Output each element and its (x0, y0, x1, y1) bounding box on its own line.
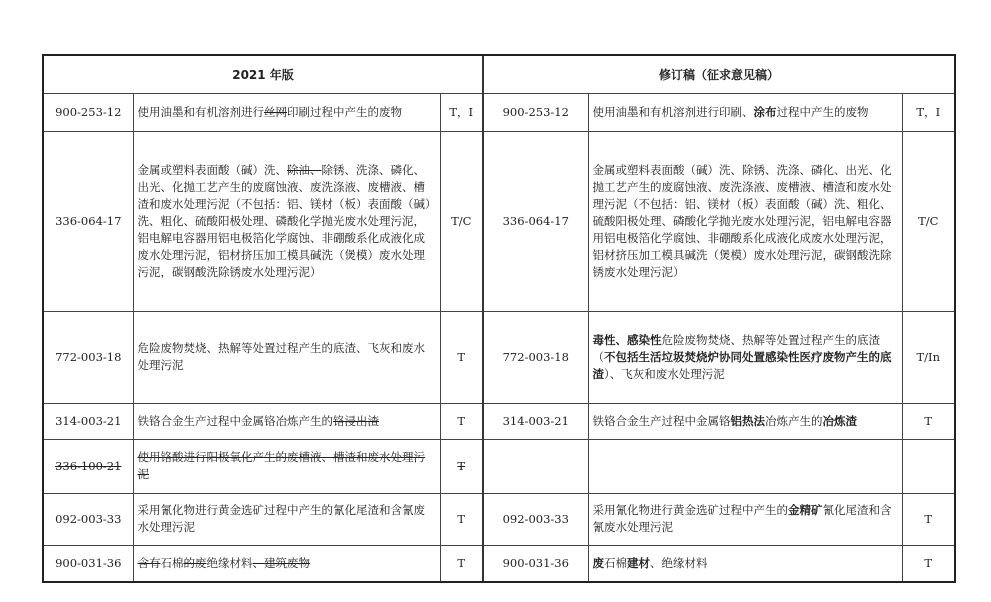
old-code-cell-text: 092-003-33 (55, 512, 122, 526)
desc-segment: 不包括生活垃圾焚烧炉协同处置感染性医疗废物产生的底渣 (592, 349, 892, 381)
old-code-cell-text: 900-253-12 (55, 105, 122, 119)
old-code-cell (43, 93, 133, 131)
old-category-cell-text: T (457, 556, 466, 571)
desc-segment: 石棉 (160, 555, 184, 570)
new-category-cell-text: T，I (916, 105, 941, 119)
desc-segment: 危险废物焚烧、热解等处置过程产生的底渣、飞灰和废水处理污泥 (137, 341, 425, 372)
old-category-cell-text: T，I (449, 105, 474, 119)
desc-segment: 危险废物焚烧、热解等处置过程产生的底渣（ (592, 332, 881, 364)
old-category-cell-text: T (457, 350, 466, 364)
new-code-cell-text: 900-253-12 (502, 105, 569, 119)
new-desc-cell (588, 545, 902, 582)
desc-segment: 铝热法 (730, 413, 766, 428)
old-desc-cell (133, 403, 440, 439)
desc-segment: 冶炼渣 (822, 413, 858, 428)
desc-segment: 采用氰化物进行黄金选矿过程中产生的 (592, 503, 789, 517)
old-desc-cell (133, 545, 440, 582)
old-desc-cell (133, 311, 440, 403)
new-code-cell (483, 93, 588, 131)
desc-segment: 丝网 (264, 104, 287, 119)
old-code-cell-text: 772-003-18 (55, 350, 122, 364)
desc-segment: 使用油墨和有机溶剂进行印刷、 (592, 104, 754, 119)
old-category-cell (440, 493, 483, 545)
desc-segment: 金属或塑料表面酸（碱）洗、除锈、洗涤、磷化、出光、化抛工艺产生的废腐蚀液、废洗涤液、废槽液、槽渣和废水处理污泥（不包括：铝、镁材（板）表面酸（碱）洗、粗化、硫酸阳极处理、磷酸化学抛光废水处理污泥，铝电解电容器用铝电极箔化学腐蚀、非硼酸系化成液化成废水处理污泥，铝材挤压加工模具碱洗（煲模）废水处理污泥，碳钢酸洗除锈废水处理污泥） (592, 162, 892, 279)
desc-segment: ）、飞灰和废水处理污泥 (604, 366, 725, 381)
desc-segment: 金精矿 (788, 503, 823, 517)
old-category-cell (440, 545, 483, 582)
old-code-cell (43, 131, 133, 311)
new-category-cell (902, 493, 955, 545)
new-code-cell (483, 493, 588, 545)
new-category-cell (902, 439, 955, 493)
old-code-cell-text: 336-064-17 (55, 214, 122, 228)
desc-segment: 铁铬合金生产过程中金属铬冶炼产生的 (137, 413, 333, 428)
desc-segment: 铬浸出渣 (333, 413, 379, 428)
desc-segment: 除油、 (287, 162, 322, 177)
table-row (43, 545, 955, 582)
new-code-cell-text: 092-003-33 (502, 512, 569, 526)
new-code-cell-text: 772-003-18 (502, 350, 569, 364)
desc-segment: 印刷过程中产生的废物 (287, 104, 402, 119)
new-category-cell (902, 93, 955, 131)
desc-segment: 建材 (627, 555, 651, 570)
new-desc-cell (588, 493, 902, 545)
desc-segment: 毒性、感染性 (592, 332, 662, 347)
old-category-cell (440, 403, 483, 439)
new-desc-cell (588, 403, 902, 439)
desc-segment: 铁铬合金生产过程中金属铬 (592, 413, 731, 428)
new-code-cell-text: 900-031-36 (502, 556, 569, 571)
table-row (43, 439, 955, 493)
old-code-cell-text: 900-031-36 (55, 556, 122, 571)
table-row (43, 311, 955, 403)
desc-segment: 石棉 (604, 555, 628, 570)
old-code-cell (43, 545, 133, 582)
old-desc-cell (133, 93, 440, 131)
old-category-cell-text: T (457, 512, 466, 526)
old-category-cell (440, 311, 483, 403)
new-category-cell-text: T/In (916, 350, 941, 364)
old-desc-cell (133, 439, 440, 493)
new-category-cell-text: T (924, 414, 933, 428)
old-category-cell (440, 93, 483, 131)
new-desc-cell (588, 439, 902, 493)
old-category-cell (440, 439, 483, 493)
old-category-cell (440, 131, 483, 311)
old-category-cell-text: T/C (451, 214, 472, 228)
desc-segment: 氰化尾渣和含氰废水处理污泥 (592, 503, 892, 534)
desc-segment: 使用油墨和有机溶剂进行 (137, 104, 264, 119)
comparison-table (42, 54, 956, 583)
old-code-cell (43, 311, 133, 403)
new-code-cell (483, 403, 588, 439)
desc-segment: 过程中产生的废物 (776, 104, 869, 119)
desc-segment: 绝缘材料 (206, 555, 253, 570)
desc-segment: 含有 (137, 555, 161, 570)
new-category-cell (902, 131, 955, 311)
table-row (43, 403, 955, 439)
desc-segment: 涂布 (753, 104, 777, 119)
new-code-cell (483, 439, 588, 493)
desc-segment: 除锈、洗涤、磷化、出光、化抛工艺产生的废腐蚀液、废洗涤液、废槽液、槽渣和废水处理污泥（不包括：铝、镁材（板）表面酸（碱）洗、粗化、硫酸阳极处理、磷酸化学抛光废水处理污泥，铝电解电容器用铝电极箔化学腐蚀、非硼酸系化成液化成废水处理污泥，铝材挤压加工模具碱洗（煲模）废水处理污泥，碳钢酸洗除锈废水处理污泥） (137, 162, 431, 279)
old-version-header: 2021 年版 (43, 55, 483, 93)
desc-segment: 的废 (183, 555, 207, 570)
desc-segment: 、建筑废物 (252, 555, 310, 570)
new-code-cell (483, 545, 588, 582)
new-code-cell (483, 131, 588, 311)
desc-segment: 冶炼产生的 (765, 413, 823, 428)
new-desc-cell (588, 131, 902, 311)
new-code-cell-text: 314-003-21 (502, 414, 569, 428)
old-code-cell (43, 439, 133, 493)
old-desc-cell (133, 493, 440, 545)
new-category-cell (902, 545, 955, 582)
old-desc-cell (133, 131, 440, 311)
new-category-cell-text: T (924, 556, 933, 571)
table-row (43, 93, 955, 131)
new-category-cell-text: T/C (918, 214, 939, 228)
old-code-cell-text: 314-003-21 (55, 414, 122, 428)
new-desc-cell (588, 93, 902, 131)
old-category-cell-text: T (457, 414, 466, 428)
new-category-cell-text: T (924, 512, 933, 526)
header-row (43, 55, 955, 93)
table-row (43, 493, 955, 545)
old-category-cell-text: T (457, 459, 466, 473)
old-code-cell (43, 493, 133, 545)
new-category-cell (902, 311, 955, 403)
desc-segment: 金属或塑料表面酸（碱）洗、 (137, 162, 287, 177)
new-version-header: 修订稿（征求意见稿） (483, 55, 955, 93)
desc-segment: 使用铬酸进行阳极氧化产生的废槽液、槽渣和废水处理污泥 (137, 450, 425, 481)
old-code-cell (43, 403, 133, 439)
desc-segment: 采用氰化物进行黄金选矿过程中产生的氰化尾渣和含氰废水处理污泥 (137, 503, 425, 534)
new-desc-cell (588, 311, 902, 403)
new-category-cell (902, 403, 955, 439)
old-code-cell-text: 336-100-21 (55, 459, 122, 473)
desc-segment: 废 (592, 555, 605, 570)
new-code-cell-text: 336-064-17 (502, 214, 569, 228)
desc-segment: 、绝缘材料 (650, 555, 708, 570)
table-row (43, 131, 955, 311)
new-code-cell (483, 311, 588, 403)
